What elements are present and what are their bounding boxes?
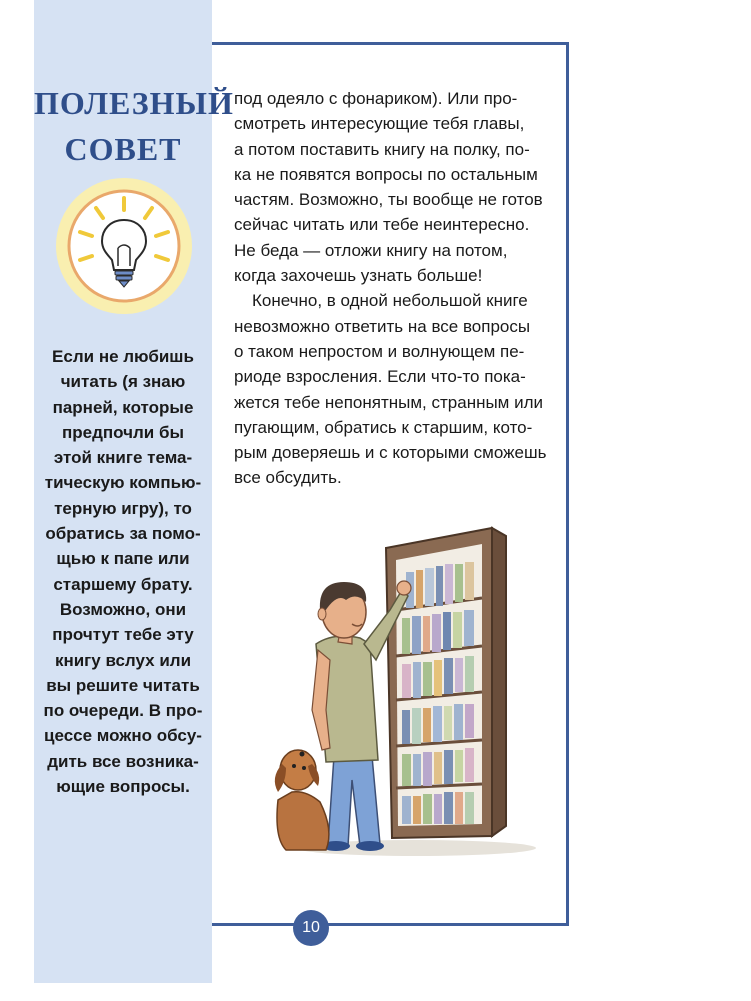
tip-line: парней, которые <box>52 397 194 417</box>
text-line: а потом поставить книгу на полку, по- <box>234 139 530 159</box>
tip-title-line-2: СОВЕТ <box>64 131 182 167</box>
paragraph-2 <box>234 288 548 490</box>
tip-line: книгу вслух или <box>54 650 192 670</box>
text-line: Конечно, в одной небольшой книге <box>252 291 528 311</box>
tip-line: обратись за помо- <box>45 524 201 544</box>
text-line: частям. Возможно, ты вообще не готов <box>234 190 543 210</box>
tip-line: вы решите читать <box>46 675 200 695</box>
tip-line: предпочли бы <box>62 422 184 442</box>
text-line: рым доверяешь и с которыми сможешь <box>234 443 547 463</box>
tip-line: тическую компью- <box>44 473 202 493</box>
tip-line: этой книге тема- <box>53 448 193 468</box>
tip-line: прочтут тебе эту <box>52 625 194 645</box>
tip-text <box>36 344 210 799</box>
page-number: 10 <box>293 910 329 946</box>
tip-line: терную игру), то <box>54 498 192 518</box>
text-line: когда захочешь узнать больше! <box>234 266 483 286</box>
boy-bookshelf-illustration <box>256 520 536 870</box>
text-line: все обсудить. <box>234 468 342 488</box>
tip-title <box>34 80 234 172</box>
bookshelf <box>386 528 506 838</box>
tip-line: по очереди. В про- <box>43 701 203 721</box>
tip-line: дить все возника- <box>47 751 199 771</box>
text-line: ка не появятся вопросы по остальным <box>234 164 538 184</box>
text-line: пугающим, обратись к старшим, кото- <box>234 417 533 437</box>
tip-line: ющие вопросы. <box>56 777 190 797</box>
dog <box>275 750 329 850</box>
text-line: жется тебе непонятным, странным или <box>234 392 544 412</box>
tip-line: цессе можно обсу- <box>44 726 202 746</box>
main-text <box>234 86 548 491</box>
tip-sidebar <box>34 0 234 983</box>
lightbulb-icon <box>54 176 194 316</box>
tip-line: щью к папе или <box>56 549 190 569</box>
tip-line: Если не любишь <box>52 347 194 366</box>
text-line: Не беда — отложи книгу на потом, <box>234 240 508 260</box>
tip-line: старшему брату. <box>53 574 193 594</box>
text-line: под одеяло с фонариком). Или про- <box>234 89 518 108</box>
tip-line: Возможно, они <box>59 599 187 619</box>
tip-title-line-1: ПОЛЕЗНЫЙ <box>34 85 234 121</box>
text-line: риоде взросления. Если что-то пока- <box>234 367 526 387</box>
text-line: смотреть интересующие тебя главы, <box>234 114 525 134</box>
text-line: о таком непростом и волнующем пе- <box>234 341 525 361</box>
tip-line: читать (я знаю <box>60 372 186 392</box>
paragraph-1 <box>234 86 548 288</box>
text-line: невозможно ответить на все вопросы <box>234 316 531 336</box>
text-line: сейчас читать или тебе неинтересно. <box>234 215 530 235</box>
